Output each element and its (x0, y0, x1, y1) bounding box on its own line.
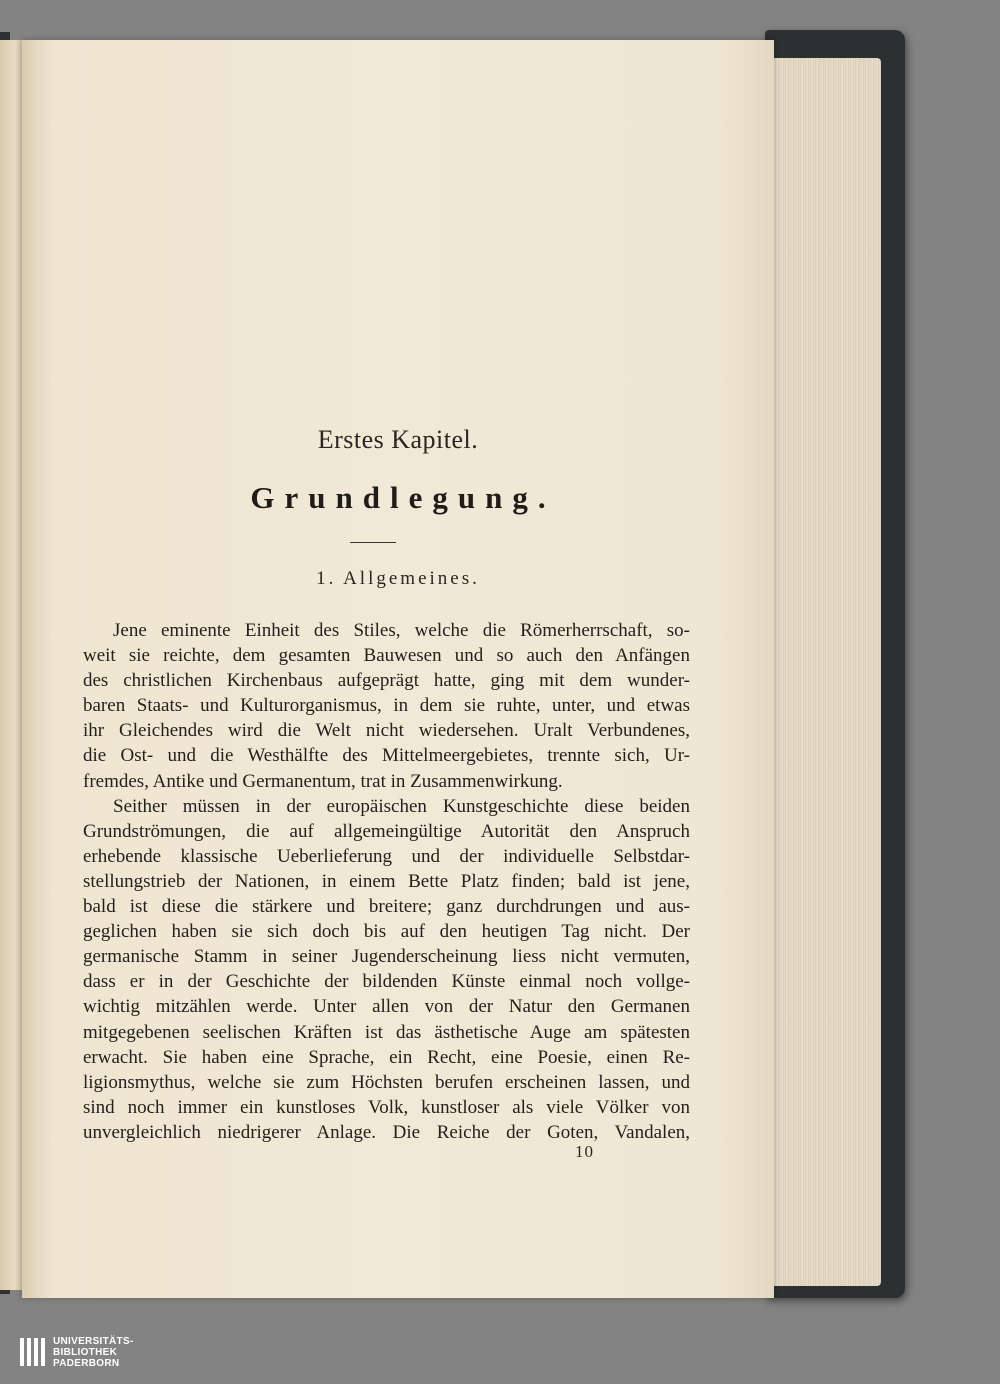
text-line: geglichen haben sie sich doch bis auf den heutigen Tag nicht. Der (83, 921, 690, 943)
body-text (83, 618, 690, 1145)
text-line: Jene eminente Einheit des Stiles, welche die Römerherrschaft, so- (113, 620, 690, 641)
text-line: Seither müssen in der europäischen Kunstgeschichte diese beiden (113, 795, 690, 817)
text-line: erwacht. Sie haben eine Sprache, ein Recht, eine Poesie, einen Re- (83, 1046, 690, 1068)
text-line: fremdes, Antike und Germanentum, trat in Zusammenwirkung. (83, 770, 563, 792)
library-name-line2: BIBLIOTHEK (53, 1346, 118, 1358)
text-line: stellungstrieb der Nationen, in einem Bette Platz finden; bald ist jene, (83, 870, 690, 892)
chapter-label: Erstes Kapitel. (317, 425, 479, 454)
divider-rule (350, 542, 396, 543)
library-name-line1: UNIVERSITÄTS- (53, 1335, 134, 1347)
section-heading: 1. Allgemeines. (316, 568, 480, 589)
library-logo (20, 1334, 134, 1370)
text-line: Grundströmungen, die auf allgemeingültige Autorität den Anspruch (83, 820, 690, 842)
chapter-title: Grundlegung. (250, 480, 556, 515)
page-number: 10 (575, 1142, 594, 1161)
text-line: baren Staats- und Kulturorganismus, in dem sie ruhte, unter, und etwas (83, 695, 690, 717)
text-line: ihr Gleichendes wird die Welt nicht wiedersehen. Uralt Verbundenes, (83, 720, 690, 742)
text-line: weit sie reichte, dem gesamten Bauwesen und so auch den Anfängen (83, 645, 690, 667)
library-logo-icon (20, 1338, 45, 1366)
text-line: erhebende klassische Ueberlieferung und der individuelle Selbstdar- (83, 845, 690, 867)
left-page-edge (0, 40, 24, 1290)
text-line: dass er in der Geschichte der bildenden Künste einmal noch vollge- (83, 971, 690, 993)
text-line: bald ist diese die stärkere und breitere; ganz durchdrungen und aus- (83, 896, 690, 918)
book-page (22, 40, 774, 1298)
text-line: die Ost- und die Westhälfte des Mittelmeergebietes, trennte sich, Ur- (83, 745, 690, 767)
text-line: germanische Stamm in seiner Jugenderscheinung liess nicht vermuten, (83, 946, 690, 968)
text-line: mitgegebenen seelischen Kräften ist das ästhetische Auge am spätesten (83, 1021, 690, 1043)
text-line: des christlichen Kirchenbaus aufgeprägt hatte, ging mit dem wunder- (83, 670, 690, 692)
library-name-line3: PADERBORN (53, 1357, 120, 1369)
library-logo-text (53, 1336, 134, 1369)
text-line: unvergleichlich niedrigerer Anlage. Die Reiche der Goten, Vandalen, (83, 1121, 690, 1143)
text-line: sind noch immer ein kunstloses Volk, kunstloser als viele Völker von (83, 1096, 690, 1118)
text-line: ligionsmythus, welche sie zum Höchsten berufen erscheinen lassen, und (83, 1071, 690, 1093)
text-line: wichtig mitzählen werde. Unter allen von der Natur den Germanen (83, 996, 690, 1018)
page-edges (764, 58, 881, 1286)
